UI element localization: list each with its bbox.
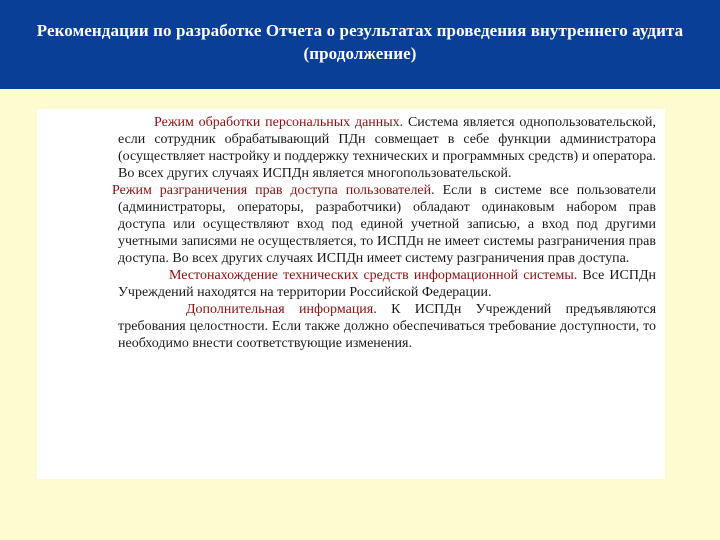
paragraph-lead: Режим обработки персональных данных <box>154 115 400 130</box>
paragraph-location <box>118 267 656 301</box>
slide-header <box>0 0 720 89</box>
paragraph-lead: Режим разграничения прав доступа пользователей <box>112 183 432 198</box>
paragraph-text: . Все ИСПДн Учреждений находятся на территории Российской Федерации. <box>118 268 657 300</box>
paragraph-text: . Если в системе все пользователи (администраторы, операторы, разработчики) обладают одинаковым набором прав доступа или осуществляют вход под единой учетной записью, а вход под другими учетными записями не осуществляется, то ИСПДн не имеет системы разграничения прав доступа. Во всех других случаях ИСПДн имеет систему разграничения прав доступа. <box>118 183 656 266</box>
paragraph-text: . К ИСПДн Учреждений предъявляются требования целостности. Если также должно обеспечиваться требование доступности, то необходимо внести соответствующие изменения. <box>118 302 657 351</box>
paragraph-processing-mode <box>118 114 656 182</box>
paragraph-text: . Система является однопользовательской, если сотрудник обрабатывающий ПДн совмещает в себе функции администратора (осуществляет настройку и поддержку технических и программных средств) и оператора. Во всех других случаях ИСПДн является многопользовательской. <box>118 115 656 181</box>
slide-title: Рекомендации по разработке Отчета о результатах проведения внутреннего аудита (продолжение) <box>36 20 684 63</box>
paragraph-lead: Местонахождение технических средств информационной системы <box>169 268 574 283</box>
paragraph-additional-info <box>118 301 656 352</box>
paragraph-access-control <box>112 182 656 267</box>
paragraph-lead: Дополнительная информация <box>186 302 374 317</box>
content-body <box>112 114 657 352</box>
